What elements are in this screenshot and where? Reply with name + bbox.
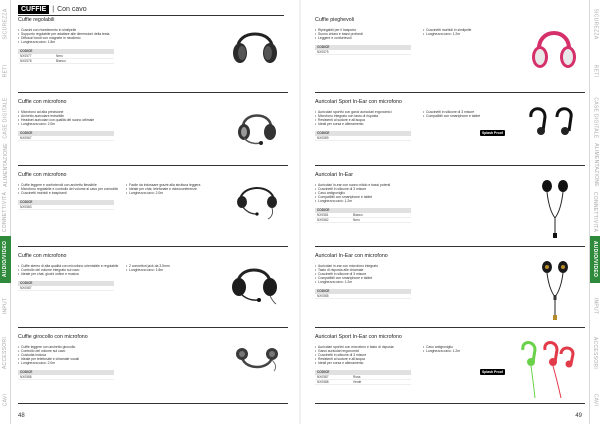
feature-item: • Microfono regolabile e controllo del volume al cavo per comodità [18,187,118,191]
right-tab-sicurezza[interactable] [590,0,600,47]
feature-item: • Diffusori tondi con magnete in neodimio [18,36,109,40]
left-tab-connettivit-[interactable] [0,188,11,235]
feature-item: • Lunghezza cavo: 1.2m [315,280,378,284]
feature-item: • Cuffie leggere e confortevoli con archetto flessibile [18,183,118,187]
left-tab-input[interactable] [0,283,11,330]
feature-item: • Lunghezza cavo: 2.0m [18,361,79,365]
splash-proof-badge: Splash Proof [482,370,503,374]
feature-item: • Cuscinetti in silicone di 3 misure [423,110,480,114]
product-color: Bianco [56,59,66,63]
color-sport-earbuds-icon [517,340,577,405]
product-title: Cuffie con microfono [18,172,67,178]
product-title: Cuffie regolabili [18,17,55,23]
code-table-header: CODICE [315,131,411,136]
feature-item: • Lunghezza cavo: 1.2m [423,32,471,36]
feature-list [18,110,94,126]
code-row [18,205,114,210]
right-tab-audio-video[interactable] [590,236,600,283]
right-tab-input[interactable] [590,283,600,330]
right-tab-connettivit-[interactable] [590,188,600,235]
left-tab-accessori[interactable] [0,330,11,377]
feature-list [315,28,363,40]
code-row [18,136,114,141]
left-product-section [18,334,288,404]
code-table-header: CODICE [18,49,114,54]
feature-item: • Cavo antigroviglio [423,345,460,349]
product-code-table [315,289,411,299]
feature-item: • Ideale per telefonate e chiamate vocali [18,357,79,361]
product-code: NX0585 [317,294,329,298]
product-code: NX0567 [20,136,32,140]
left-product-section [18,99,288,166]
product-color: Rosa [353,375,361,379]
page-gutter [299,0,301,424]
feature-list-secondary [423,28,471,36]
left-tab-label: INPUT [2,297,9,315]
product-title: Cuffie girocollo con microfono [18,334,88,340]
product-code: NX0588 [20,375,32,379]
right-tab-cavi[interactable] [590,377,600,424]
feature-item: • Cuffie stereo di alta qualità con microfono orientabile e regolabile [18,264,118,268]
right-tab-label: ALIMENTAZIONE [592,142,599,187]
feature-list [18,264,118,276]
feature-item: • Ideali per corsa e allenamento [315,122,392,126]
feature-item: • Tasto di risposta alle chiamate [315,268,378,272]
page-number-right: 49 [575,413,582,419]
product-code-table [315,370,411,385]
feature-item: • Microfono integrato con tasto di risposta [315,114,392,118]
product-title: Auricolari In-Ear con microfono [315,253,388,259]
code-row [315,136,411,141]
left-tab-label: RETI [2,64,9,77]
feature-item: • Resistenti al sudore e all'acqua [315,118,392,122]
feature-item: • Headset auricolari con qualità del suono ottimale [18,118,94,122]
feature-item: • Compatibili con smartphone e tablet [423,114,480,118]
feature-list [315,183,390,203]
feature-item: • Lunghezza cavo: 2.0m [126,191,200,195]
code-table-header: CODICE [315,208,411,213]
feature-item: • 2 connettori jack da 3.5mm [126,264,170,268]
feature-item: • Ideali per corsa e allenamento [315,361,394,365]
feature-item: • Facile da indossare grazie alla struttura leggera [126,183,200,187]
feature-list-secondary [126,264,170,272]
left-tab-sicurezza[interactable] [0,0,11,47]
headset-icon [234,105,280,154]
feature-item: • Auricolari in-ear con suono nitido e bassi potenti [315,183,390,187]
product-code: NX0577 [20,54,32,58]
feature-list [315,110,392,126]
product-color: Nero [56,54,63,58]
left-tab-label: CAVI [2,394,9,407]
header-category: CUFFIE [18,5,49,14]
left-tab-reti[interactable] [0,47,11,94]
product-code: NX0589 [317,136,329,140]
feature-item: • Compatibili con smartphone e tablet [315,276,378,280]
feature-item: • Leggere e confortevoli [315,36,363,40]
feature-list [18,28,109,44]
header-rule [18,15,284,16]
left-side-index [0,0,11,424]
right-product-section [315,99,585,166]
feature-item: • Resistenti al sudore e all'acqua [315,357,394,361]
right-product-section [315,17,585,93]
right-tab-reti[interactable] [590,47,600,94]
code-row [315,50,411,55]
splash-proof-badge: Splash Proof [482,131,503,135]
earbuds-mic-icon [533,259,577,326]
foldable-headphones-icon [531,23,577,82]
product-title: Cuffie con microfono [18,99,67,105]
feature-item: • Ganci auricolari ergonomici [315,349,394,353]
right-product-section [315,172,585,247]
right-tab-alimentazione[interactable] [590,141,600,188]
product-code: NX0587 [20,286,32,290]
feature-item: • Cuscinetti in silicone di 3 misure [315,353,394,357]
feature-item: • Lunghezza cavo: 1.8m [126,268,170,272]
feature-item: • Cuscinetti in silicone di 3 misure [315,272,378,276]
product-code-table [18,131,114,141]
code-row [18,375,114,380]
product-code-table [18,281,114,291]
feature-item: • Auricolari sportivi con ganci auricolari ergonomici [315,110,392,114]
right-side-index [589,0,600,424]
header-subcategory: Con cavo [57,6,87,13]
feature-item: • Custodia inclusa [18,353,79,357]
feature-item: • Cavo antigroviglio [315,191,390,195]
over-ear-headphones-icon [230,23,280,72]
product-title: Cuffie con microfono [18,253,67,259]
right-tab-label: CASE DIGITALE [592,97,599,139]
code-table-header: CODICE [18,131,114,136]
page-number-left: 48 [18,413,25,419]
product-code: NX0583 [20,205,32,209]
feature-list-secondary [126,183,200,195]
feature-list-secondary [423,110,480,118]
right-tab-label: RETI [592,64,599,77]
product-code-table [315,131,411,141]
feature-item: • Archetto auricolare estraibile [18,114,94,118]
feature-item: • Cuscinetti morbidi e traspiranti [18,191,118,195]
left-tab-label: ACCESSORI [2,337,9,370]
right-tab-label: SICUREZZA [592,8,599,40]
product-code-table [315,208,411,223]
in-ear-earbuds-icon [533,178,577,243]
code-table-header: CODICE [315,289,411,294]
feature-list [18,183,118,195]
code-table-header: CODICE [315,45,411,50]
feature-item: • Lunghezza cavo: 2.0m [18,122,94,126]
feature-item: • Suono chiaro e bassi profondi [315,32,363,36]
left-tab-case-digitale[interactable] [0,94,11,141]
product-code-table [18,49,114,64]
page-header [18,5,87,14]
code-table-header: CODICE [315,370,411,375]
feature-item: • Ideale per chat, telefonate e videoconferenze [126,187,200,191]
feature-item: • Ripiegabili per il trasporto [315,28,363,32]
feature-list [18,345,79,365]
product-code: NX0575 [317,50,329,54]
left-product-section [18,172,288,247]
left-tab-label: ALIMENTAZIONE [2,142,9,187]
left-tab-audio-video[interactable] [0,236,11,283]
feature-item: • Cuscinetti in silicone di 3 misure [315,187,390,191]
left-tab-label: AUDIO/VIDEO [2,240,9,278]
right-tab-label: AUDIO/VIDEO [592,240,599,278]
neckband-headphones-icon [234,340,280,377]
code-row [315,294,411,299]
headset-neckband-icon [234,178,280,225]
feature-item: • Lunghezza cavo: 1.8m [18,40,109,44]
feature-item: • Cuscini con rivestimento in similpelle [18,28,109,32]
product-code: NX0582 [317,218,329,222]
sport-earbuds-icon [525,105,577,150]
product-code-table [18,200,114,210]
left-tab-label: SICUREZZA [2,8,9,40]
feature-item: • Microfono ad alta precisione [18,110,94,114]
right-tab-label: CAVI [592,394,599,407]
product-title: Auricolari Sport In-Ear con microfono [315,334,402,340]
code-table-header: CODICE [18,200,114,205]
left-tab-label: CONNETTIVITÀ [2,191,9,233]
feature-item: • Lunghezza cavo: 1.2m [315,199,390,203]
left-product-section [18,253,288,328]
feature-item: • Lunghezza cavo: 1.2m [423,349,460,353]
feature-item: • Supporto regolabile per adattare alle dimensioni della testa [18,32,109,36]
right-product-section [315,253,585,328]
feature-item: • Compatibili con smartphone e tablet [315,195,390,199]
left-tab-label: CASE DIGITALE [2,97,9,139]
feature-list [315,264,378,284]
code-table-header: CODICE [18,281,114,286]
stereo-headset-icon [230,259,280,310]
feature-list [315,345,394,365]
product-code-table [315,45,411,55]
product-code: NX0578 [20,59,32,63]
header-separator: | [52,6,55,13]
code-row [315,380,411,385]
right-tab-label: CONNETTIVITÀ [592,191,599,233]
feature-item: • Ideale per chat, giochi online e musica [18,272,118,276]
feature-item: • Cuffie leggere con archetto girocollo [18,345,79,349]
right-product-section [315,334,585,404]
feature-item: • Controllo del volume integrato sul cavo [18,268,118,272]
product-code: NX0581 [317,213,329,217]
left-tab-alimentazione[interactable] [0,141,11,188]
product-color: Bianco [353,213,363,217]
code-row [315,218,411,223]
right-tab-accessori[interactable] [590,330,600,377]
feature-item: • Auricolari sportivi con microfono e tasto di risposta [315,345,394,349]
feature-item: • Cuscinetti morbidi in similpelle [423,28,471,32]
left-product-section [18,17,288,93]
product-code: NX0588 [317,380,329,384]
code-table-header: CODICE [18,370,114,375]
right-tab-case-digitale[interactable] [590,94,600,141]
product-code-table [18,370,114,380]
product-code: NX0587 [317,375,329,379]
product-title: Auricolari In-Ear [315,172,353,178]
right-tab-label: INPUT [592,297,599,315]
product-color: Verde [353,380,362,384]
right-tab-label: ACCESSORI [592,337,599,370]
code-row [18,286,114,291]
product-title: Auricolari Sport In-Ear con microfono [315,99,402,105]
feature-item: • Controllo del volume sul cavo [18,349,79,353]
left-tab-cavi[interactable] [0,377,11,424]
product-title: Cuffie pieghevoli [315,17,355,23]
product-color: Nero [353,218,360,222]
feature-list-secondary [423,345,460,353]
feature-item: • Auricolari in-ear con microfono integrato [315,264,378,268]
code-row [18,59,114,64]
